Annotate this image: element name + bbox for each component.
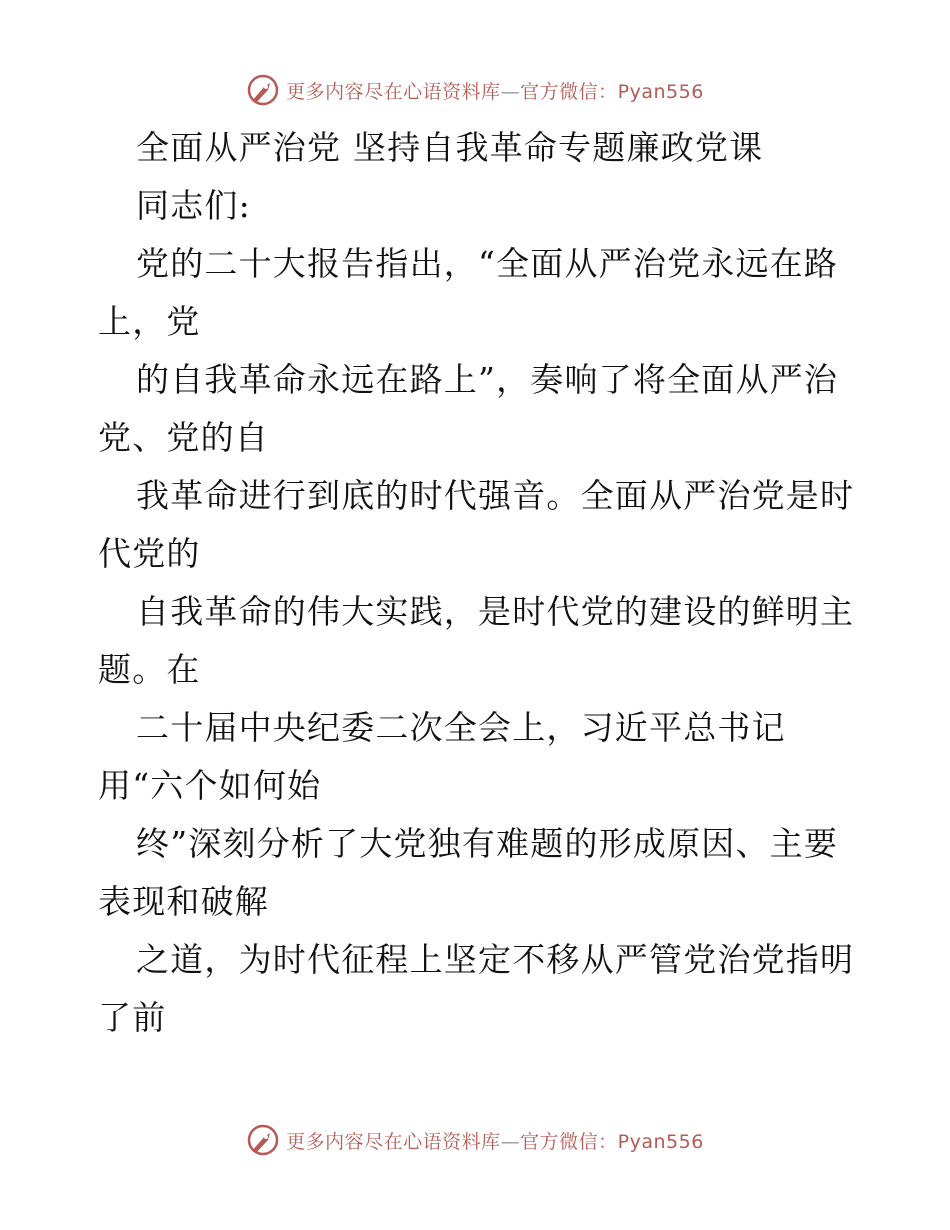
salutation: 同志们:: [136, 186, 251, 225]
paragraph-line: 终”深刻分析了大党独有难题的形成原因、主要: [136, 824, 839, 863]
paragraph-line: 党的二十大报告指出，“全面从严治党永远在路: [136, 244, 839, 283]
paragraph-line: 了前: [98, 998, 167, 1037]
paragraph-line: 我革命进行到底的时代强音。全面从严治党是时: [136, 476, 855, 515]
document-title: 全面从严治党 坚持自我革命专题廉政党课: [136, 128, 764, 167]
paragraph-line: 之道，为时代征程上坚定不移从严管党治党指明: [136, 940, 855, 979]
paragraph-line: 上，党: [98, 302, 201, 341]
footer-watermark: [0, 1120, 950, 1160]
paragraph-line: 代党的: [98, 534, 201, 573]
watermark-text: 更多内容尽在心语资料库—官方微信：Pyan556: [286, 1130, 704, 1153]
header-watermark: [0, 70, 950, 110]
paragraph-line: 二十届中央纪委二次全会上，习近平总书记: [136, 708, 786, 747]
paragraph-line: 的自我革命永远在路上”，奏响了将全面从严治: [136, 360, 839, 399]
paragraph-line: 表现和破解: [98, 882, 269, 921]
pen-nib-logo-icon: [246, 73, 280, 107]
paragraph-line: 题。在: [98, 650, 201, 689]
pen-nib-logo-icon: [246, 1123, 280, 1157]
paragraph-line: 用“六个如何始: [98, 766, 322, 805]
paragraph-line: 党、党的自: [98, 418, 269, 457]
paragraph-line: 自我革命的伟大实践，是时代党的建设的鲜明主: [136, 592, 855, 631]
watermark-text: 更多内容尽在心语资料库—官方微信：Pyan556: [286, 80, 704, 103]
